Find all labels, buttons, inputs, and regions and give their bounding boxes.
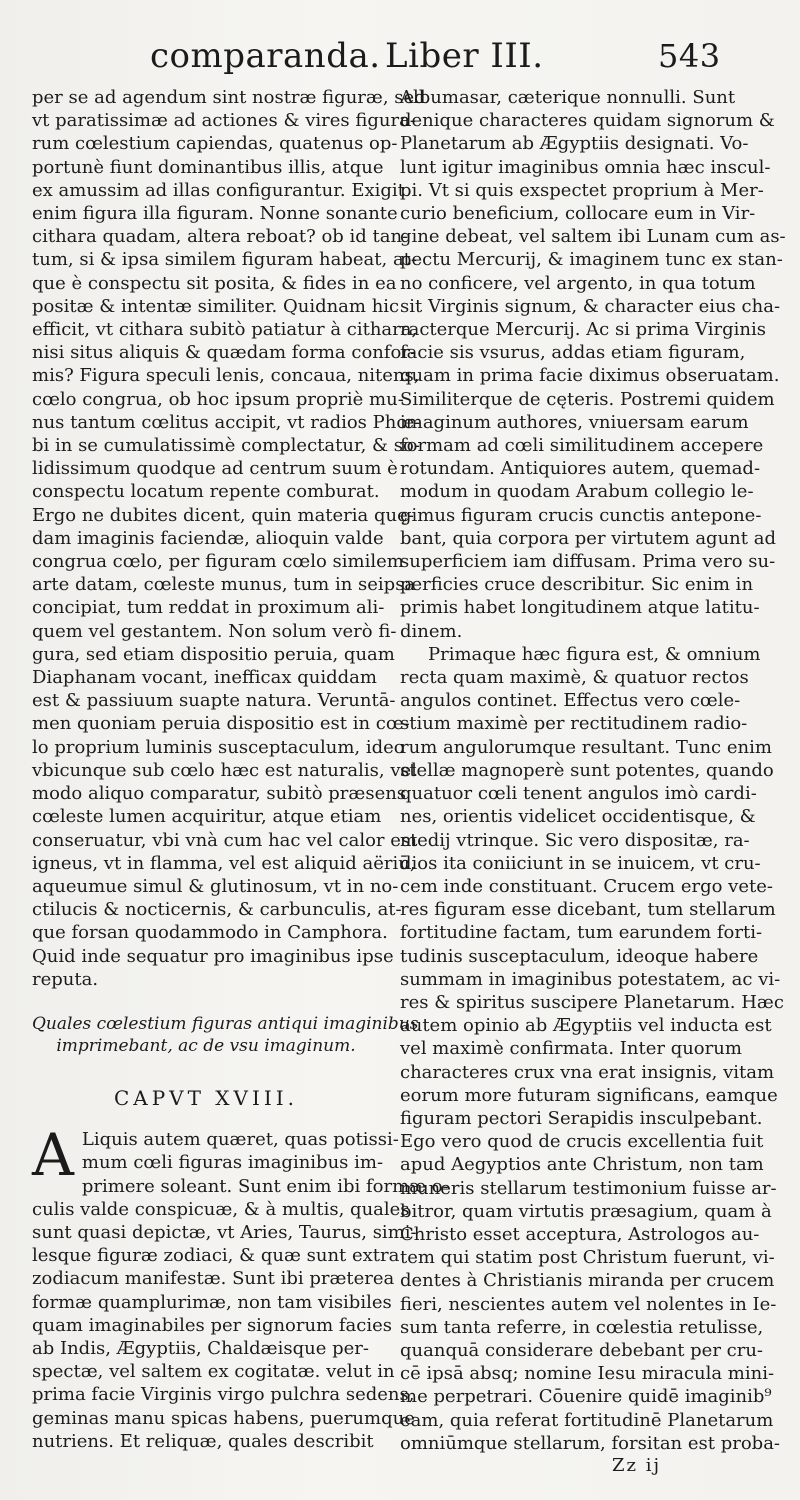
- text-line: sunt quasi depictæ, vt Aries, Taurus, simi-: [32, 1221, 417, 1243]
- text-line: cœlo congrua, ob hoc ipsum propriè mu-: [32, 388, 404, 410]
- section-heading-line: imprimebant, ac de vsu imaginum.: [56, 1035, 356, 1056]
- text-line: positæ & intentæ similiter. Quidnam hic: [32, 295, 400, 317]
- right-paragraph-1: [400, 86, 786, 643]
- text-line: Planetarum ab Ægyptiis designati. Vo-: [400, 133, 749, 155]
- text-line: rum angulorumque resultant. Tunc enim: [400, 736, 772, 758]
- text-line: conseruatur, vbi vnà cum hac vel calor est: [32, 829, 418, 851]
- text-line: est & passiuum suapte natura. Veruntā-: [32, 690, 396, 712]
- text-line: tum, si & ipsa similem figuram habeat, at-: [32, 249, 417, 271]
- chapter-title: CAPVT XVIII.: [113, 1085, 299, 1110]
- running-head-book: Liber III.: [385, 36, 544, 76]
- text-line: men quoniam peruia dispositio est in cœ-: [32, 713, 410, 735]
- right-paragraph-2: [400, 643, 784, 1455]
- signature-mark: Zz ij: [612, 1455, 662, 1476]
- text-line: aqueumue simul & glutinosum, vt in no-: [32, 875, 399, 897]
- text-line: muneris stellarum testimonium fuisse ar-: [400, 1177, 777, 1199]
- text-line: tem qui statim post Christum fuerunt, vi-: [400, 1247, 775, 1269]
- text-line: characteres crux vna erat insignis, vitam: [400, 1061, 775, 1083]
- text-line: perficies cruce describitur. Sic enim in: [400, 574, 754, 596]
- text-line: nus tantum cœlitus accipit, vt radios Phœ-: [32, 411, 421, 433]
- text-line: lo proprium luminis susceptaculum, ideo: [32, 736, 405, 758]
- text-line: primis habet longitudinem atque latitu-: [400, 597, 760, 619]
- text-line: cē ipsā absq; nomine Iesu miracula mini-: [400, 1363, 775, 1385]
- running-head: [0, 28, 800, 84]
- text-line: gine debeat, vel saltem ibi Lunam cum as-: [400, 226, 786, 248]
- text-line: quem vel gestantem. Non solum verò fi-: [32, 620, 397, 642]
- text-line: imaginum authores, vniuersam earum: [400, 411, 749, 433]
- text-line: Diaphanam vocant, inefficax quiddam: [32, 667, 377, 689]
- text-line: ctilucis & nocticernis, & carbunculis, at-: [32, 899, 402, 921]
- drop-cap: A: [32, 1121, 74, 1190]
- text-line: recta quam maximè, & quatuor rectos: [400, 667, 749, 689]
- text-line: nutriens. Et reliquæ, quales describit: [32, 1430, 374, 1452]
- text-line: zodiacum manifestæ. Sunt ibi præterea: [32, 1268, 395, 1290]
- text-line: res & spiritus suscipere Planetarum. Hæc: [400, 991, 784, 1013]
- text-line: prima facie Virginis virgo pulchra sedens,: [32, 1384, 415, 1406]
- text-line: quatuor cœli tenent angulos imò cardi-: [400, 783, 757, 805]
- text-line: lidissimum quodque ad centrum suum è: [32, 458, 398, 480]
- text-line: sit Virginis signum, & character eius cha-: [400, 295, 781, 317]
- text-line: modo aliquo comparatur, subitò præsens: [32, 783, 407, 805]
- text-line: Primaque hæc figura est, & omnium: [428, 643, 761, 665]
- text-line: dam imaginis faciendæ, alioquin valde: [32, 527, 384, 549]
- text-line: fieri, nescientes autem vel nolentes in Ie-: [400, 1293, 777, 1315]
- text-line: ex amussim ad illas configurantur. Exigit: [32, 179, 405, 201]
- text-line: dios ita coniiciunt in se inuicem, vt cru-: [400, 852, 761, 874]
- text-line: arte datam, cœleste munus, tum in seipsa: [32, 574, 416, 596]
- text-line: nes, orientis videlicet occidentisque, &: [400, 806, 756, 828]
- text-line: Christo esset acceptura, Astrologos au-: [400, 1223, 760, 1245]
- text-line: rotundam. Antiquiores autem, quemad-: [400, 458, 761, 480]
- text-line: nisi situs aliquis & quædam forma confor-: [32, 342, 417, 364]
- text-line: efficit, vt cithara subitò patiatur à cithara,: [32, 319, 418, 341]
- text-line: me perpetrari. Cōuenire quidē imaginib⁹: [400, 1386, 772, 1408]
- text-line: bant, quia corpora per virtutem agunt ad: [400, 527, 776, 549]
- text-line: bi in se cumulatissimè complectatur, & so-: [32, 435, 420, 457]
- text-line: pectu Mercurij, & imaginem tunc ex stan-: [400, 249, 783, 271]
- left-paragraph-1: [32, 86, 426, 991]
- text-line: quanquā considerare debebant per cru-: [400, 1339, 764, 1361]
- text-line: lesque figuræ zodiaci, & quæ sunt extra: [32, 1245, 400, 1267]
- left-paragraph-2: [32, 1121, 449, 1453]
- text-line: superficiem iam diffusam. Prima vero su-: [400, 551, 776, 573]
- text-line: culis valde conspicuæ, & à multis, quales: [32, 1198, 410, 1220]
- text-line: Ego vero quod de crucis excellentia fuit: [400, 1131, 764, 1153]
- text-line: vel maximè confirmata. Inter quorum: [400, 1038, 742, 1060]
- text-line: pi. Vt si quis exspectet proprium à Mer-: [400, 179, 764, 201]
- text-line: cem inde constituant. Crucem ergo vete-: [400, 875, 773, 897]
- text-line: cœleste lumen acquiritur, atque etiam: [32, 806, 382, 828]
- running-head-left: comparanda.: [150, 36, 381, 76]
- section-heading: [32, 1013, 419, 1057]
- text-line: fortitudine factam, tum earundem forti-: [400, 922, 763, 944]
- text-line: denique characteres quidam signorum &: [400, 110, 775, 132]
- text-line: eam, quia referat fortitudinē Planetarum: [400, 1409, 774, 1431]
- text-line: Liquis autem quæret, quas potissi-: [81, 1129, 399, 1151]
- text-line: conspectu locatum repente comburat.: [32, 481, 380, 503]
- text-line: Quid inde sequatur pro imaginibus ipse: [32, 945, 394, 967]
- text-line: mum cœli figuras imaginibus im-: [81, 1152, 384, 1174]
- text-line: summam in imaginibus potestatem, ac vi-: [400, 968, 781, 990]
- text-line: portunè fiunt dominantibus illis, atque: [32, 156, 384, 178]
- text-line: vt paratissimæ ad actiones & vires figura-: [32, 110, 416, 132]
- text-line: omniūmque stellarum, forsitan est proba-: [400, 1432, 781, 1454]
- right-column: [400, 86, 786, 1455]
- text-line: medij vtrinque. Sic vero dispositæ, ra-: [400, 829, 750, 851]
- text-line: dinem.: [400, 620, 463, 642]
- text-line: tudinis susceptaculum, ideoque habere: [400, 945, 759, 967]
- text-line: quam imaginabiles per signorum facies: [32, 1314, 392, 1336]
- text-line: apud Aegyptios ante Christum, non tam: [400, 1154, 764, 1176]
- text-line: reputa.: [32, 968, 99, 990]
- page-number: 543: [658, 37, 721, 75]
- text-line: igneus, vt in flamma, vel est aliquid aëriū,: [32, 852, 416, 874]
- text-line: formæ quamplurimæ, non tam visibiles: [32, 1291, 392, 1313]
- text-line: cithara quadam, altera reboat? ob id tan-: [32, 226, 409, 248]
- text-line: res figuram esse dicebant, tum stellarum: [400, 899, 776, 921]
- text-line: que forsan quodammodo in Camphora.: [32, 922, 388, 944]
- text-line: spectæ, vel saltem ex cogitatæ. velut in: [32, 1361, 395, 1383]
- text-line: Albumasar, cæterique nonnulli. Sunt: [400, 87, 736, 108]
- text-line: geminas manu spicas habens, puerumque: [32, 1407, 415, 1429]
- text-line: ab Indis, Ægyptiis, Chaldæisque per-: [32, 1337, 369, 1359]
- section-heading-line: Quales cœlestium figuras antiqui imaginibus: [32, 1013, 419, 1034]
- text-line: sum tanta referre, in cœlestia retulisse,: [400, 1316, 764, 1338]
- text-line: modum in quodam Arabum collegio le-: [400, 481, 754, 503]
- text-line: dentes à Christianis miranda per crucem: [400, 1270, 775, 1292]
- text-line: stium maximè per rectitudinem radio-: [400, 713, 748, 735]
- text-line: gimus figuram crucis cunctis antepone-: [400, 504, 762, 526]
- text-line: eorum more futuram significans, eamque: [400, 1084, 778, 1106]
- text-line: figuram pectori Serapidis insculpebant.: [400, 1107, 763, 1129]
- text-line: gura, sed etiam dispositio peruia, quam: [32, 643, 395, 665]
- text-line: quam in prima facie diximus obseruatam.: [400, 365, 780, 387]
- text-line: no conficere, vel argento, in qua totum: [400, 272, 756, 294]
- text-line: Ergo ne dubites dicent, quin materia quę-: [32, 504, 414, 526]
- text-line: racterque Mercurij. Ac si prima Virginis: [400, 319, 766, 341]
- text-line: formam ad cœli similitudinem accepere: [400, 435, 764, 457]
- text-line: per se ad agendum sint nostræ figuræ, sed: [32, 87, 426, 108]
- text-line: concipiat, tum reddat in proximum ali-: [32, 597, 385, 619]
- text-line: angulos continet. Effectus vero cœle-: [400, 690, 741, 712]
- text-line: Similiterque de cęteris. Postremi quidem: [400, 388, 775, 410]
- text-line: autem opinio ab Ægyptiis vel inducta est: [400, 1015, 772, 1037]
- text-line: primere soleant. Sunt enim ibi formæ o-: [81, 1175, 449, 1197]
- text-line: curio beneficium, collocare eum in Vir-: [400, 203, 756, 225]
- text-line: enim figura illa figuram. Nonne sonante: [32, 203, 398, 225]
- text-line: lunt igitur imaginibus omnia hæc inscul-: [400, 156, 771, 178]
- text-line: que è conspectu sit posita, & fides in ea: [32, 272, 397, 294]
- text-line: congrua cœlo, per figuram cœlo similem: [32, 551, 404, 573]
- text-line: stellæ magnoperè sunt potentes, quando: [400, 759, 774, 781]
- text-line: vbicunque sub cœlo hæc est naturalis, vel: [32, 759, 417, 781]
- text-line: rum cœlestium capiendas, quatenus op-: [32, 133, 398, 155]
- text-line: facie sis vsurus, addas etiam figuram,: [400, 342, 746, 364]
- text-line: bitror, quam virtutis præsagium, quam à: [400, 1200, 772, 1222]
- text-line: mis? Figura speculi lenis, concaua, nitens,: [32, 365, 420, 387]
